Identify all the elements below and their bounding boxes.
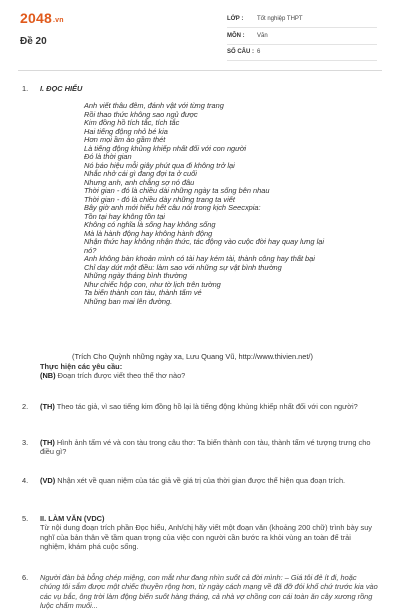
poem-line: Mà là hành động hay không hành động [84,228,213,238]
prompt-text: Người đàn bà bỗng chép miệng, con mắt như đang nhìn suốt cả đời mình: – Giá tôi đẻ ít đi, hoặc chúng tôi sắm được một chiếc thuyền rộng hơn, từ ngày cách mạng về đã đỡ đói khổ chứ trước kia vào các vụ bắc, ông trời làm động biển suốt hàng tháng, cả nhà vợ chồng con cái toàn ăn cây xương rồng luộc chấm muối... [40,573,378,611]
meta-subject-row [227,30,377,45]
poem-source: (Trích Cho Quỳnh những ngày xa, Lưu Quang Vũ, http://www.thivien.net/) [72,352,313,361]
prompt-text: Từ nội dung đoạn trích phần Đọc hiểu, Anh/chị hãy viết một đoạn văn (khoảng 200 chữ) trình bày suy nghĩ của bản thân về tầm quan trọng của việc con người cần bước ra khỏi vùng an toàn để trải nghiệm, khám phá cuộc sống. [40,523,373,552]
poem-line: Rồi thao thức không sao ngủ được [84,109,198,119]
meta-class-row [227,13,377,28]
prompt-text: Nhận xét về quan niệm của tác giả về giá trị của thời gian được thể hiện qua đoạn trích. [55,476,346,485]
poem-excerpt [84,102,384,306]
poem-line: Nhận thức hay không nhận thức, tác động vào cuộc đời hay quay lưng lại [84,237,324,246]
poem-line: Nhắc nhở cái gì đang đợi ta ở cuối [84,169,197,178]
question-1-prompt [40,371,185,380]
meta-subject-key: MÔN : [227,33,245,39]
requirement-label: Thực hiện các yêu cầu: [40,362,123,371]
poem-line: Kim đồng hồ tích tắc, tích tắc [84,118,180,127]
meta-count-row [227,46,377,61]
poem-line: Anh viết thâu đêm, đánh vật với từng trang [84,101,224,110]
meta-class-key: LỚP : [227,16,244,22]
logo-suffix: .vn [52,17,64,24]
poem-line: Nó báo hiệu mỗi giây phút qua đi không trở lại [84,160,235,170]
poem-line: Những ban mai lên đường. [84,296,173,306]
poem-line: nó? [84,245,97,255]
question-number: 2. [22,402,29,411]
site-logo[interactable] [20,10,64,26]
poem-line: Anh không bàn khoản mình có tài hay kém tài, thành công hay thất bại [84,254,315,263]
level-tag: (VD) [40,476,56,485]
question-number: 3. [22,438,29,447]
exam-title: Đề 20 [20,36,47,47]
header-divider [18,70,382,71]
page-header [0,0,400,70]
poem-line: Đó là thời gian [84,152,132,161]
question-number: 5. [22,514,29,523]
poem-line: Chỉ day dứt một điều: làm sao với những sự vật bình thường [84,262,282,272]
meta-class-value: Tốt nghiệp THPT [257,16,303,22]
poem-line: Là tiếng động khủng khiếp nhất đối với con người [84,143,246,153]
poem-line: Những ngày tháng bình thường [84,271,188,280]
level-tag: (TH) [40,438,55,447]
prompt-text: Đoạn trích được viết theo thể thơ nào? [55,371,186,380]
question-number: 1. [22,84,29,93]
question-number: 4. [22,476,29,485]
meta-count-value: 6 [257,49,261,55]
section-title-reading: I. ĐỌC HIỂU [40,84,83,93]
poem-line: Nhưng anh, anh chẳng sợ nó đâu [84,177,195,187]
poem-line: Tồn tại hay không tồn tại [84,211,165,221]
meta-count-key: SỐ CÂU : [227,49,254,55]
meta-subject-value: Văn [257,33,268,39]
poem-line: Hai tiếng động nhỏ bé kia [84,126,168,136]
prompt-text: Theo tác giả, vì sao tiếng kim đồng hồ lại là tiếng động khủng khiếp nhất đối với con người? [54,402,358,411]
logo-text: 2048 [20,10,52,26]
poem-line: Như chiếc hộp con, như tờ lịch trên tường [84,279,221,289]
poem-line: Bây giờ anh mới hiểu hết câu nói trong kịch Seecxpia: [84,203,261,212]
poem-line: Thời gian - đó là chiều dài những ngày ta sống bên nhau [84,186,270,195]
poem-line: Ta biến thành con tàu, thành tấm vé [84,288,202,297]
poem-line: Thời gian - đó là chiều dày những trang ta viết [84,194,235,204]
poem-line: Hơn mọi ầm ào gầm thét [84,135,166,144]
level-tag: (TH) [40,402,55,411]
poem-line: Không có nghĩa là sống hay không sống [84,220,216,229]
prompt-text: Hình ảnh tấm vé và con tàu trong câu thơ: Ta biến thành con tàu, thành tấm vé tượng trưng cho điều gì? [40,438,371,457]
level-tag: (NB) [40,371,56,380]
section-title-writing: II. LÀM VĂN (VDC) [40,514,105,523]
question-number: 6. [22,573,29,582]
